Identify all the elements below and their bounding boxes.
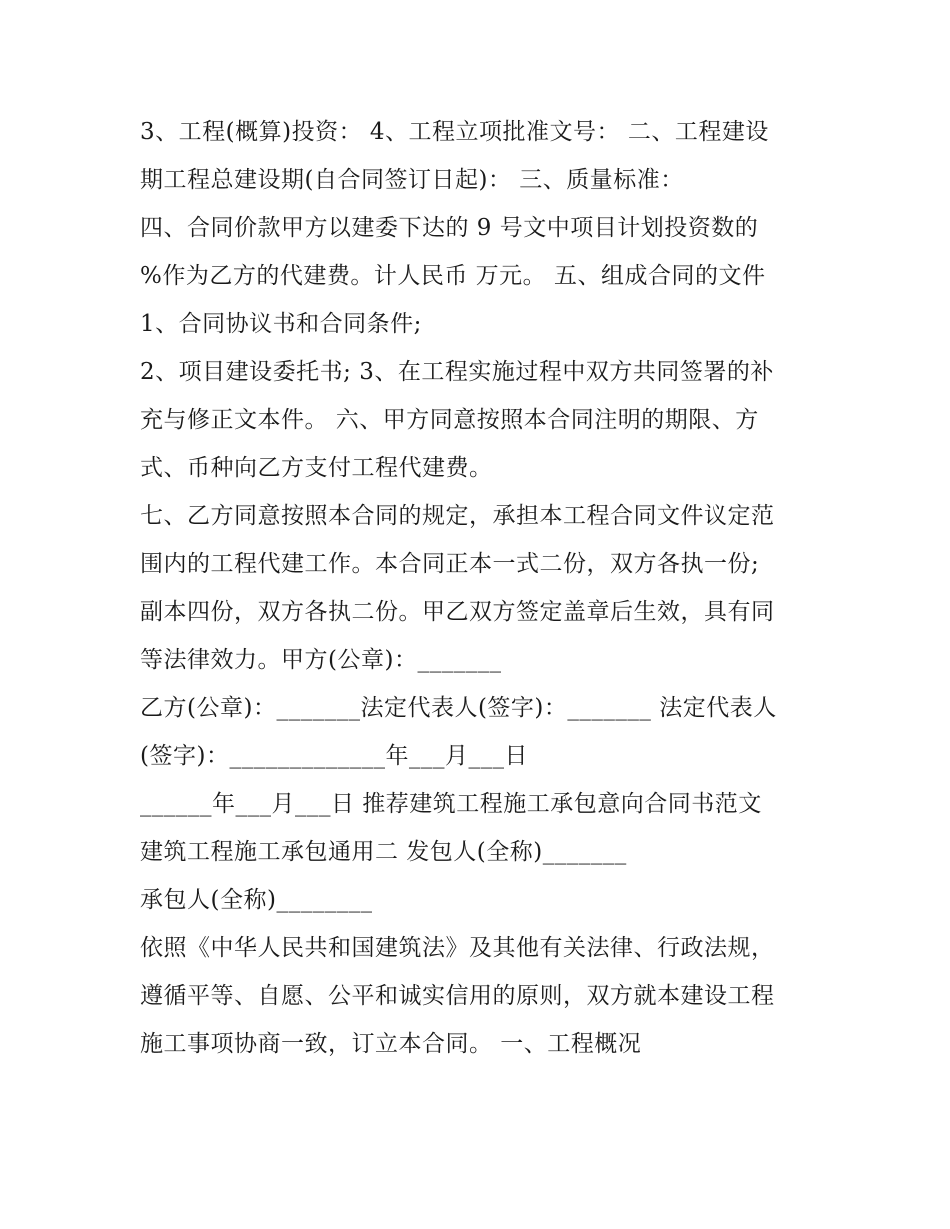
- text-line: 建筑工程施工承包通用二 发包人(全称)_______: [140, 839, 627, 865]
- text-line: %作为乙方的代建费。计人民币 万元。 五、组成合同的文件: [140, 263, 766, 289]
- text-line: 依照《中华人民共和国建筑法》及其他有关法律、行政法规，: [140, 935, 775, 961]
- text-line: 四、合同价款甲方以建委下达的 9 号文中项目计划投资数的: [140, 215, 759, 241]
- text-line: 1、合同协议书和合同条件;: [140, 311, 422, 337]
- text-line: 遵循平等、自愿、公平和诚实信用的原则，双方就本建设工程: [140, 983, 775, 1009]
- text-line: 3、工程(概算)投资： 4、工程立项批准文号： 二、工程建设: [140, 119, 769, 145]
- text-line: 式、币种向乙方支付工程代建费。: [140, 455, 493, 481]
- text-line: 承包人(全称)________: [140, 887, 373, 913]
- text-line: 副本四份，双方各执二份。甲乙双方签定盖章后生效，具有同: [140, 599, 775, 625]
- text-line: 期工程总建设期(自合同签订日起)： 三、质量标准：: [140, 167, 684, 193]
- text-line: 等法律效力。甲方(公章)：_______: [140, 647, 502, 673]
- document-body: [140, 108, 820, 1068]
- text-line: 围内的工程代建工作。本合同正本一式二份，双方各执一份;: [140, 551, 760, 577]
- text-line: 施工事项协商一致，订立本合同。 一、工程概况: [140, 1031, 642, 1057]
- text-line: 2、项目建设委托书; 3、在工程实施过程中双方共同签署的补: [140, 359, 774, 385]
- text-line: 七、乙方同意按照本合同的规定，承担本工程合同文件议定范: [140, 503, 775, 529]
- text-line: 乙方(公章)：_______法定代表人(签字)：_______ 法定代表人: [140, 695, 777, 721]
- text-line: 充与修正文本件。 六、甲方同意按照本合同注明的期限、方: [140, 407, 759, 433]
- text-line: ______年___月___日 推荐建筑工程施工承包意向合同书范文: [140, 791, 762, 817]
- text-line: (签字)：_____________年___月___日: [140, 743, 528, 769]
